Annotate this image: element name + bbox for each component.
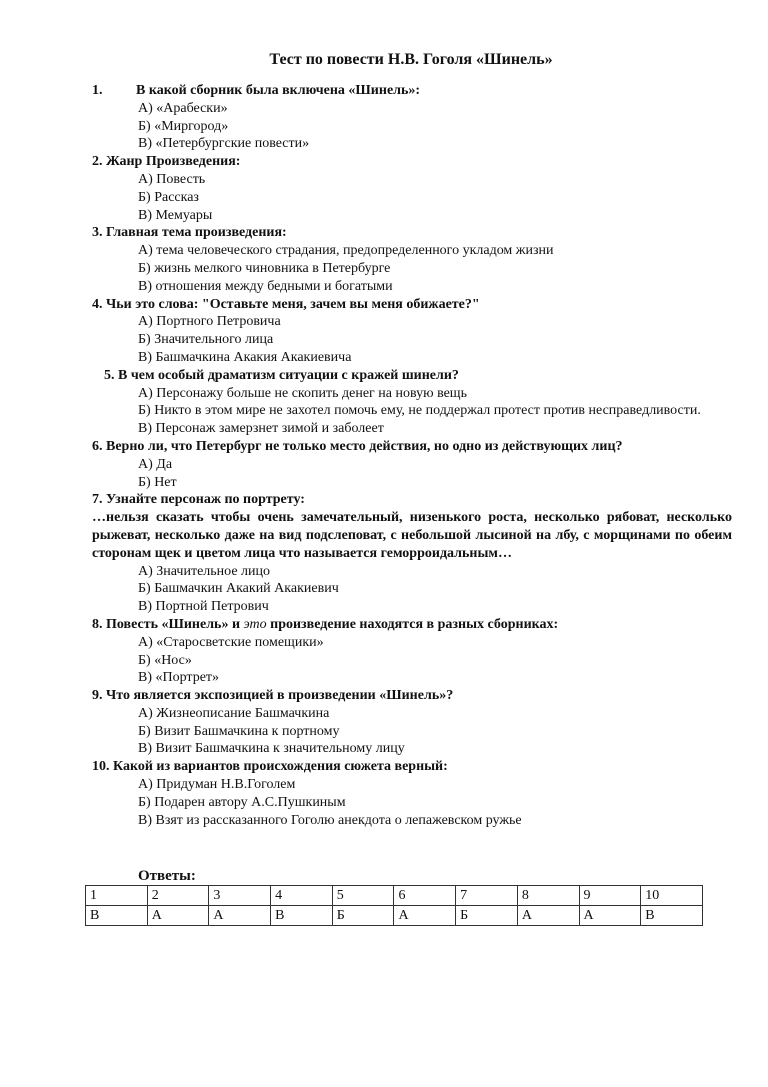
question-number: 3. [92, 225, 103, 241]
question-3 [92, 224, 732, 242]
question-number: 10. [92, 759, 110, 775]
question-text-start: Повесть «Шинель» и [106, 616, 241, 632]
answer-option: А) тема человеческого страдания, предопределенного укладом жизни [138, 243, 554, 259]
answer-number-cell: 9 [579, 886, 641, 906]
question-number: 1. [92, 83, 103, 98]
answer-number-cell: 8 [517, 886, 579, 906]
answer-option: Б) Башмачкин Акакий Акакиевич [138, 581, 339, 597]
answer-value-cell: Б [456, 906, 518, 926]
answer-number-cell: 4 [271, 886, 333, 906]
answer-option: В) Визит Башмачкина к значительному лицу [138, 741, 405, 757]
question-text: Главная тема произведения: [106, 225, 287, 241]
answer-number-cell: 2 [147, 886, 209, 906]
question-4 [92, 296, 732, 314]
question-number: 4. [92, 296, 103, 312]
answer-option: Б) Подарен автору А.С.Пушкиным [138, 794, 346, 810]
answer-value-cell: В [641, 906, 703, 926]
answer-option: А) Персонажу больше не скопить денег на новую вещь [138, 385, 467, 401]
question-text: Верно ли, что Петербург не только место действия, но одно из действующих лиц? [106, 438, 623, 454]
question-text: В какой сборник была включена «Шинель»: [136, 83, 421, 98]
answer-value-cell: А [517, 906, 579, 926]
answer-option: А) Повесть [138, 171, 206, 187]
answer-option: Б) Визит Башмачкина к портному [138, 723, 340, 739]
answers-heading: Ответы: [138, 868, 196, 884]
answer-value-cell: А [209, 906, 271, 926]
answer-option: В) Взят из рассказанного Гоголю анекдота о лепажевском ружье [138, 812, 522, 828]
answer-value-cell: А [147, 906, 209, 926]
answer-number-cell: 5 [332, 886, 394, 906]
answer-option: В) «Портрет» [138, 670, 220, 686]
question-9 [92, 687, 732, 705]
question-7 [92, 491, 732, 509]
answer-number-cell: 7 [456, 886, 518, 906]
answer-option: Б) Значительного лица [138, 332, 274, 348]
answer-option: В) Башмачкина Акакия Акакиевича [138, 349, 352, 365]
answer-value-cell: В [271, 906, 333, 926]
answer-number-cell: 3 [209, 886, 271, 906]
answer-value-cell: А [579, 906, 641, 926]
answer-value-cell: Б [332, 906, 394, 926]
answer-option: В) Портной Петрович [138, 599, 269, 615]
question-6 [92, 438, 732, 456]
question-text: Узнайте персонаж по портрету: [106, 492, 305, 508]
question-text: Что является экспозицией в произведении «Шинель»? [106, 688, 454, 704]
answer-option: А) Придуман Н.В.Гоголем [138, 777, 296, 793]
document-title: Тест по повести Н.В. Гоголя «Шинель» [269, 51, 553, 68]
answer-option: А) «Старосветские помещики» [138, 634, 324, 650]
answer-option: Б) Никто в этом мире не захотел помочь ему, не поддержал протест против несправедливости. [138, 403, 701, 419]
answer-option: Б) Рассказ [138, 189, 199, 205]
answer-value-cell: А [394, 906, 456, 926]
answer-option: Б) Нет [138, 474, 177, 490]
answers-table [85, 885, 703, 926]
question-text: В чем особый драматизм ситуации с кражей шинели? [118, 367, 459, 383]
question-text: Какой из вариантов происхождения сюжета верный: [113, 759, 448, 775]
answer-option: Б) «Миргород» [138, 118, 229, 134]
question-2 [92, 153, 732, 171]
answers-values-row [86, 906, 703, 926]
answer-option: В) Мемуары [138, 207, 213, 223]
answer-number-cell: 10 [641, 886, 703, 906]
answer-value-cell: В [86, 906, 148, 926]
question-number: 5. [104, 367, 115, 383]
question-10 [92, 758, 732, 776]
question-text: Чьи это слова: "Оставьте меня, зачем вы меня обижаете?" [106, 296, 480, 312]
answer-option: А) Значительное лицо [138, 563, 271, 579]
answer-option: В) «Петербургские повести» [138, 136, 310, 152]
question-number: 9. [92, 688, 103, 704]
question-number: 7. [92, 492, 103, 508]
answer-option: А) Портного Петровича [138, 314, 281, 330]
question-number: 6. [92, 438, 103, 454]
portrait-passage: …нельзя сказать чтобы очень замечательный, низенького роста, несколько рябоват, несколько рыжеват, несколько даже на вид подслеповат, с небольшой лысиной на лбу, с морщинами по обеим сторонам щек и цветом лица что называется геморроидальным… [92, 510, 732, 561]
question-text-end: произведение находятся в разных сборниках: [270, 616, 559, 632]
answer-option: А) Жизнеописание Башмачкина [138, 705, 330, 721]
answer-option: В) отношения между бедными и богатыми [138, 278, 393, 294]
answer-option: Б) «Нос» [138, 652, 192, 668]
answer-option: А) «Арабески» [138, 100, 228, 116]
answers-numbers-row [86, 886, 703, 906]
answer-option: В) Персонаж замерзнет зимой и заболеет [138, 421, 384, 437]
answer-option: А) Да [138, 456, 173, 472]
question-text-italic: это [243, 616, 267, 632]
question-number: 8. [92, 616, 103, 632]
answer-number-cell: 1 [86, 886, 148, 906]
quiz-body [92, 82, 732, 829]
question-1 [92, 82, 732, 100]
answer-number-cell: 6 [394, 886, 456, 906]
question-8 [92, 616, 732, 634]
answer-option: Б) жизнь мелкого чиновника в Петербурге [138, 260, 391, 276]
question-text: Жанр Произведения: [106, 154, 241, 170]
question-number: 2. [92, 154, 103, 170]
question-5 [92, 367, 732, 385]
